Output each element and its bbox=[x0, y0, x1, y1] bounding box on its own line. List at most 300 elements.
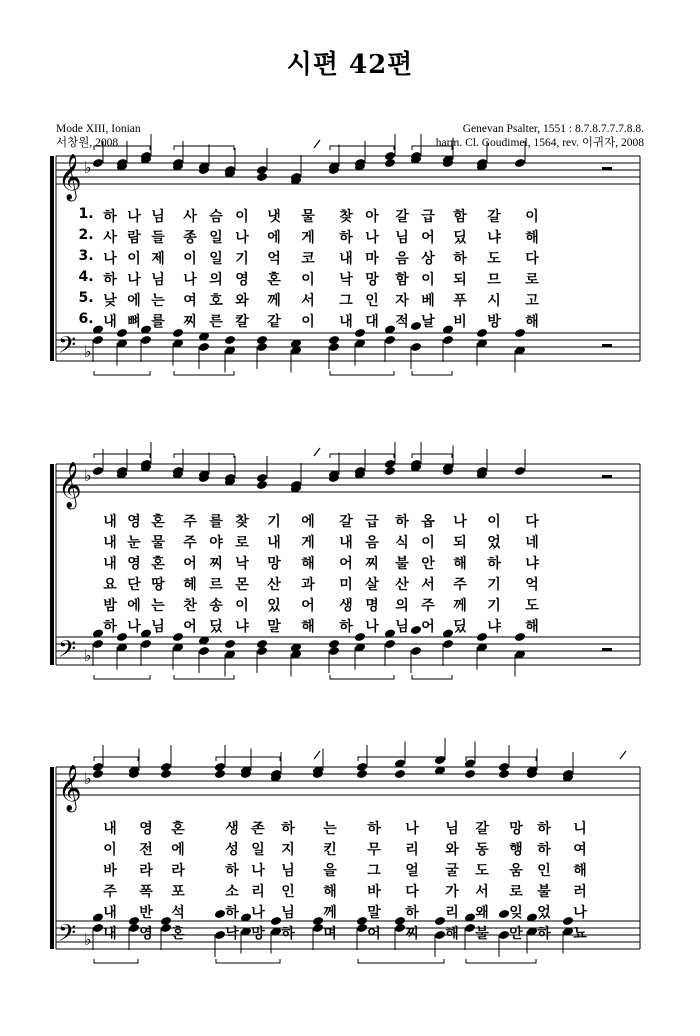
lyric-syllable: 님 bbox=[395, 230, 409, 246]
lyric-syllable: 는 bbox=[151, 293, 165, 309]
lyric-syllable: 다 bbox=[525, 251, 539, 267]
lyric-syllable: 해 bbox=[445, 926, 459, 942]
system-1-ligature bbox=[330, 371, 394, 375]
lyric-syllable: 같 bbox=[267, 314, 281, 330]
lyric-syllable: 게 bbox=[301, 230, 315, 246]
lyric-syllable: 내 bbox=[103, 821, 117, 837]
lyric-syllable: 존 bbox=[251, 821, 265, 837]
lyric-syllable: 밤 bbox=[103, 598, 117, 614]
lyric-syllable: 요 bbox=[103, 577, 117, 593]
lyric-syllable: 내 bbox=[103, 926, 117, 942]
lyric-syllable: 이 bbox=[103, 842, 117, 858]
lyric-syllable: 아 bbox=[365, 209, 379, 225]
lyric-syllable: 잊 bbox=[509, 905, 523, 921]
lyric-syllable: 자 bbox=[395, 293, 409, 309]
lyric-syllable: 호 bbox=[209, 293, 223, 309]
lyric-syllable: 하 bbox=[395, 514, 409, 530]
lyric-syllable: 에 bbox=[127, 293, 141, 309]
lyric-syllable: 이 bbox=[421, 535, 435, 551]
lyric-syllable: 내 bbox=[267, 535, 281, 551]
lyric-syllable: 와 bbox=[445, 842, 459, 858]
verse-line bbox=[0, 902, 700, 923]
lyric-syllable: 야 bbox=[209, 535, 223, 551]
lyric-syllable: 음 bbox=[395, 251, 409, 267]
lyric-syllable: 나 bbox=[573, 905, 587, 921]
lyric-syllable: 슴 bbox=[209, 209, 223, 225]
lyric-syllable: 생 bbox=[339, 598, 353, 614]
lyric-syllable: 혼 bbox=[267, 272, 281, 288]
lyric-syllable: 일 bbox=[209, 230, 223, 246]
lyric-syllable: 기 bbox=[267, 514, 281, 530]
verse-number: 2. bbox=[78, 227, 94, 243]
lyric-syllable: 어 bbox=[367, 926, 381, 942]
lyric-syllable: 그 bbox=[367, 863, 381, 879]
lyric-syllable: 급 bbox=[365, 514, 379, 530]
lyric-syllable: 있 bbox=[267, 598, 281, 614]
lyric-syllable: 소 bbox=[225, 884, 239, 900]
lyric-syllable: 되 bbox=[453, 535, 467, 551]
lyric-syllable: 동 bbox=[475, 842, 489, 858]
lyric-syllable: 하 bbox=[487, 556, 501, 572]
system-1-treble-clef-icon: 𝄞 bbox=[58, 154, 82, 200]
lyric-syllable: 방 bbox=[487, 314, 501, 330]
verse-line bbox=[0, 574, 700, 595]
lyric-syllable: 어 bbox=[183, 556, 197, 572]
lyric-syllable: 어 bbox=[421, 230, 435, 246]
verse-number: 4. bbox=[78, 269, 94, 285]
lyric-syllable: 여 bbox=[573, 842, 587, 858]
system-3-breath-mark-icon bbox=[620, 751, 626, 759]
lyric-syllable: 여 bbox=[183, 293, 197, 309]
system-2-treble-note bbox=[256, 473, 268, 483]
verse-number: 5. bbox=[78, 290, 94, 306]
lyric-syllable: 인 bbox=[365, 293, 379, 309]
system-2-ligature bbox=[330, 675, 394, 679]
lyric-syllable: 말 bbox=[367, 905, 381, 921]
lyric-syllable: 내 bbox=[103, 514, 117, 530]
lyric-syllable: 내 bbox=[103, 556, 117, 572]
lyric-syllable: 갈 bbox=[339, 514, 353, 530]
system-1-bass-note bbox=[410, 342, 422, 352]
lyric-syllable: 냐 bbox=[525, 556, 539, 572]
lyric-syllable: 바 bbox=[103, 863, 117, 879]
lyric-syllable: 에 bbox=[127, 598, 141, 614]
system-1-flat-icon: ♭ bbox=[84, 342, 92, 361]
lyric-syllable: 다 bbox=[525, 514, 539, 530]
system-1-bass-note bbox=[256, 335, 268, 345]
lyric-syllable: 찾 bbox=[339, 209, 353, 225]
system-2-treble-clef-icon: 𝄞 bbox=[58, 462, 82, 508]
lyric-syllable: 나 bbox=[235, 230, 249, 246]
lyric-syllable: 찌 bbox=[209, 556, 223, 572]
verse-line bbox=[0, 839, 700, 860]
lyric-syllable: 하 bbox=[281, 821, 295, 837]
system-2-treble-note bbox=[384, 459, 396, 469]
lyric-syllable: 리 bbox=[445, 905, 459, 921]
lyric-syllable: 시 bbox=[487, 293, 501, 309]
lyric-syllable: 이 bbox=[235, 209, 249, 225]
lyric-syllable: 영 bbox=[235, 272, 249, 288]
system-3-treble-note bbox=[394, 769, 406, 779]
system-3-treble-note bbox=[464, 769, 476, 779]
lyric-syllable: 서 bbox=[421, 577, 435, 593]
lyric-syllable: 폭 bbox=[139, 884, 153, 900]
lyric-syllable: 낙 bbox=[235, 556, 249, 572]
lyric-syllable: 찌 bbox=[365, 556, 379, 572]
verse-line bbox=[0, 595, 700, 616]
lyric-syllable: 망 bbox=[509, 821, 523, 837]
lyric-syllable: 하 bbox=[225, 863, 239, 879]
lyric-syllable: 러 bbox=[573, 884, 587, 900]
lyric-syllable: 기 bbox=[487, 577, 501, 593]
lyric-syllable: 비 bbox=[453, 314, 467, 330]
verse-number: 3. bbox=[78, 248, 94, 264]
verse-line bbox=[0, 881, 700, 902]
lyric-syllable: 께 bbox=[453, 598, 467, 614]
system-3-bass-clef-icon: 𝄢 bbox=[58, 919, 77, 952]
lyric-syllable: 이 bbox=[235, 598, 249, 614]
lyric-syllable: 주 bbox=[183, 535, 197, 551]
lyric-syllable: 로 bbox=[235, 535, 249, 551]
source-label: Genevan Psalter, 1551 : 8.7.8.7.7.7.8.8. bbox=[462, 123, 644, 135]
lyric-syllable: 르 bbox=[209, 577, 223, 593]
lyric-syllable: 어 bbox=[301, 598, 315, 614]
lyric-syllable: 냐 bbox=[487, 619, 501, 635]
lyric-syllable: 왜 bbox=[475, 905, 489, 921]
lyric-syllable: 산 bbox=[267, 577, 281, 593]
verse-line bbox=[0, 532, 700, 553]
system-1-breath-mark-icon bbox=[314, 140, 320, 148]
lyric-syllable: 대 bbox=[365, 314, 379, 330]
lyric-syllable: 하 bbox=[453, 251, 467, 267]
lyric-syllable: 내 bbox=[103, 314, 117, 330]
lyric-syllable: 딨 bbox=[453, 230, 467, 246]
system-1-treble-note bbox=[384, 151, 396, 161]
lyric-syllable: 리 bbox=[405, 842, 419, 858]
lyric-syllable: 영 bbox=[139, 926, 153, 942]
lyric-syllable: 하 bbox=[367, 821, 381, 837]
lyric-syllable: 를 bbox=[151, 314, 165, 330]
lyric-syllable: 영 bbox=[127, 514, 141, 530]
verse-number: 1. bbox=[78, 206, 94, 222]
lyric-syllable: 송 bbox=[209, 598, 223, 614]
lyric-syllable: 하 bbox=[103, 272, 117, 288]
lyric-syllable: 이 bbox=[421, 272, 435, 288]
system-1-ligature bbox=[330, 146, 394, 150]
system-3-ligature bbox=[466, 757, 536, 761]
lyric-syllable: 헤 bbox=[183, 577, 197, 593]
lyric-syllable: 딨 bbox=[209, 619, 223, 635]
lyric-syllable: 푸 bbox=[453, 293, 467, 309]
lyric-syllable: 킨 bbox=[323, 842, 337, 858]
lyric-syllable: 음 bbox=[365, 535, 379, 551]
verse-line bbox=[0, 290, 700, 311]
system-3-ligature bbox=[94, 959, 138, 963]
lyric-syllable: 망 bbox=[267, 556, 281, 572]
lyric-syllable: 낮 bbox=[103, 293, 117, 309]
lyric-syllable: 물 bbox=[151, 535, 165, 551]
system-3-breath-mark-icon bbox=[314, 751, 320, 759]
system-3-ligature bbox=[216, 757, 280, 761]
lyric-syllable: 이 bbox=[487, 514, 501, 530]
lyric-syllable: 께 bbox=[323, 905, 337, 921]
system-3-ligature bbox=[358, 959, 444, 963]
system-1-bass-note bbox=[328, 335, 340, 345]
lyric-syllable: 가 bbox=[445, 884, 459, 900]
lyric-syllable: 해 bbox=[453, 556, 467, 572]
lyric-syllable: 하 bbox=[103, 209, 117, 225]
lyric-syllable: 함 bbox=[453, 209, 467, 225]
system-2-bass-note bbox=[328, 639, 340, 649]
lyric-syllable: 이 bbox=[525, 209, 539, 225]
lyric-syllable: 찬 bbox=[183, 598, 197, 614]
lyric-syllable: 나 bbox=[251, 905, 265, 921]
translator-label: 서창원, 2008 bbox=[56, 137, 119, 149]
lyric-syllable: 라 bbox=[139, 863, 153, 879]
lyric-syllable: 었 bbox=[537, 905, 551, 921]
lyric-syllable: 갈 bbox=[487, 209, 501, 225]
system-1-bass-note bbox=[198, 342, 210, 352]
lyric-syllable: 어 bbox=[421, 619, 435, 635]
lyric-syllable: 뼈 bbox=[127, 314, 141, 330]
lyric-syllable: 포 bbox=[171, 884, 185, 900]
lyric-syllable: 나 bbox=[127, 209, 141, 225]
lyric-syllable: 찾 bbox=[235, 514, 249, 530]
verse-line bbox=[0, 269, 700, 290]
system-3-flat-icon: ♭ bbox=[84, 769, 92, 788]
lyric-syllable: 성 bbox=[225, 842, 239, 858]
system-1-bass-clef-icon: 𝄢 bbox=[58, 331, 77, 364]
system-2-flat-icon: ♭ bbox=[84, 646, 92, 665]
system-2-rest-icon bbox=[602, 648, 612, 651]
lyric-syllable: 딨 bbox=[453, 619, 467, 635]
lyric-syllable: 움 bbox=[509, 863, 523, 879]
lyric-syllable: 종 bbox=[183, 230, 197, 246]
lyric-syllable: 반 bbox=[139, 905, 153, 921]
lyric-syllable: 사 bbox=[103, 230, 117, 246]
lyric-syllable: 며 bbox=[323, 926, 337, 942]
verse-line bbox=[0, 818, 700, 839]
system-2-treble-note bbox=[92, 466, 104, 476]
lyric-syllable: 내 bbox=[339, 535, 353, 551]
lyric-syllable: 행 bbox=[509, 842, 523, 858]
system-1-treble-note bbox=[514, 158, 526, 168]
lyric-syllable: 안 bbox=[421, 556, 435, 572]
system-2-bass-note bbox=[92, 639, 104, 649]
system-2-flat-icon: ♭ bbox=[84, 466, 92, 485]
system-2-treble-note bbox=[514, 466, 526, 476]
lyric-syllable: 나 bbox=[453, 514, 467, 530]
system-3-ligature bbox=[216, 959, 280, 963]
lyric-syllable: 하 bbox=[537, 842, 551, 858]
lyric-syllable: 도 bbox=[475, 863, 489, 879]
system-1-bass-note bbox=[140, 335, 152, 345]
system-2-bass-note bbox=[140, 639, 152, 649]
lyric-syllable: 불 bbox=[395, 556, 409, 572]
lyric-syllable: 굴 bbox=[445, 863, 459, 879]
lyric-syllable: 하 bbox=[537, 926, 551, 942]
lyric-syllable: 억 bbox=[267, 251, 281, 267]
lyric-syllable: 혼 bbox=[151, 556, 165, 572]
system-2-ligature bbox=[94, 675, 150, 679]
lyric-syllable: 무 bbox=[367, 842, 381, 858]
verse-line bbox=[0, 248, 700, 269]
lyric-syllable: 갈 bbox=[475, 821, 489, 837]
system-2-ligature bbox=[94, 454, 150, 458]
lyric-syllable: 어 bbox=[339, 556, 353, 572]
lyric-syllable: 그 bbox=[339, 293, 353, 309]
system-3-treble-clef-icon: 𝄞 bbox=[58, 765, 82, 811]
lyric-syllable: 어 bbox=[183, 619, 197, 635]
system-2-rest-icon bbox=[602, 475, 612, 478]
lyric-syllable: 해 bbox=[301, 619, 315, 635]
lyric-syllable: 몬 bbox=[235, 577, 249, 593]
page-title: 시편 42편 bbox=[286, 50, 414, 80]
lyric-syllable: 해 bbox=[525, 230, 539, 246]
system-2-bass-note bbox=[256, 639, 268, 649]
lyric-syllable: 코 bbox=[301, 251, 315, 267]
system-2-bass-note bbox=[384, 639, 396, 649]
system-1-treble-note bbox=[92, 158, 104, 168]
lyric-syllable: 인 bbox=[281, 884, 295, 900]
lyric-syllable: 와 bbox=[235, 293, 249, 309]
lyric-syllable: 님 bbox=[151, 272, 165, 288]
lyric-syllable: 바 bbox=[367, 884, 381, 900]
lyric-syllable: 내 bbox=[103, 905, 117, 921]
lyric-syllable: 도 bbox=[525, 598, 539, 614]
lyric-syllable: 지 bbox=[281, 842, 295, 858]
verse-line bbox=[0, 860, 700, 881]
lyric-syllable: 눈 bbox=[127, 535, 141, 551]
system-3-treble-note bbox=[92, 762, 104, 772]
lyric-syllable: 라 bbox=[171, 863, 185, 879]
lyric-syllable: 님 bbox=[151, 209, 165, 225]
lyric-syllable: 하 bbox=[281, 926, 295, 942]
lyric-syllable: 이 bbox=[301, 314, 315, 330]
lyric-syllable: 미 bbox=[339, 577, 353, 593]
lyric-syllable: 해 bbox=[525, 314, 539, 330]
verse-line bbox=[0, 923, 700, 944]
lyric-syllable: 나 bbox=[103, 251, 117, 267]
system-2-bass-note bbox=[442, 639, 454, 649]
lyric-syllable: 하 bbox=[225, 905, 239, 921]
system-2-bass-note bbox=[198, 646, 210, 656]
verse-number: 6. bbox=[78, 311, 94, 327]
lyric-syllable: 주 bbox=[453, 577, 467, 593]
lyric-syllable: 생 bbox=[225, 821, 239, 837]
system-3-flat-icon: ♭ bbox=[84, 930, 92, 949]
lyric-syllable: 식 bbox=[395, 535, 409, 551]
lyric-syllable: 을 bbox=[323, 863, 337, 879]
lyric-syllable: 함 bbox=[395, 272, 409, 288]
lyric-syllable: 일 bbox=[209, 251, 223, 267]
lyric-syllable: 혼 bbox=[171, 926, 185, 942]
system-3-treble-note bbox=[214, 762, 226, 772]
lyric-syllable: 망 bbox=[365, 272, 379, 288]
lyric-syllable: 나 bbox=[405, 821, 419, 837]
lyric-syllable: 들 bbox=[151, 230, 165, 246]
lyric-syllable: 억 bbox=[525, 577, 539, 593]
lyric-syllable: 내 bbox=[339, 314, 353, 330]
system-1-bass-note bbox=[224, 335, 236, 345]
system-2-bass-note bbox=[224, 639, 236, 649]
lyric-syllable: 영 bbox=[127, 556, 141, 572]
lyric-syllable: 로 bbox=[509, 884, 523, 900]
lyric-syllable: 칼 bbox=[235, 314, 249, 330]
lyric-syllable: 었 bbox=[487, 535, 501, 551]
lyric-syllable: 되 bbox=[453, 272, 467, 288]
lyric-syllable: 뇨 bbox=[573, 926, 587, 942]
lyric-syllable: 찌 bbox=[405, 926, 419, 942]
lyric-syllable: 나 bbox=[251, 863, 265, 879]
system-3-ligature bbox=[466, 959, 536, 963]
lyric-syllable: 이 bbox=[301, 272, 315, 288]
lyric-syllable: 님 bbox=[395, 619, 409, 635]
lyric-syllable: 기 bbox=[487, 598, 501, 614]
lyric-syllable: 인 bbox=[537, 863, 551, 879]
lyric-syllable: 로 bbox=[525, 272, 539, 288]
lyric-syllable: 살 bbox=[365, 577, 379, 593]
lyric-syllable: 급 bbox=[421, 209, 435, 225]
system-2-ligature bbox=[330, 454, 394, 458]
system-3-treble-note bbox=[356, 762, 368, 772]
lyric-syllable: 베 bbox=[421, 293, 435, 309]
lyric-syllable: 이 bbox=[127, 251, 141, 267]
verse-line bbox=[0, 616, 700, 637]
system-2-bass-clef-icon: 𝄢 bbox=[58, 635, 77, 668]
lyric-syllable: 단 bbox=[127, 577, 141, 593]
lyric-syllable: 리 bbox=[251, 884, 265, 900]
system-1-rest-icon bbox=[602, 344, 612, 347]
lyric-syllable: 옵 bbox=[421, 514, 435, 530]
lyric-syllable: 나 bbox=[183, 272, 197, 288]
lyric-syllable: 하 bbox=[339, 619, 353, 635]
system-2-ligature bbox=[412, 454, 452, 458]
system-1-bass-note bbox=[384, 335, 396, 345]
system-1-rest-icon bbox=[602, 167, 612, 170]
lyric-syllable: 해 bbox=[525, 619, 539, 635]
system-1-ligature bbox=[94, 371, 150, 375]
lyric-syllable: 기 bbox=[235, 251, 249, 267]
lyric-syllable: 해 bbox=[573, 863, 587, 879]
lyric-syllable: 람 bbox=[127, 230, 141, 246]
lyric-syllable: 주 bbox=[421, 598, 435, 614]
lyric-syllable: 내 bbox=[103, 535, 117, 551]
system-1-flat-icon: ♭ bbox=[84, 158, 92, 177]
lyric-syllable: 사 bbox=[183, 209, 197, 225]
lyric-syllable: 께 bbox=[267, 293, 281, 309]
lyric-syllable: 에 bbox=[171, 842, 185, 858]
system-1-ligature bbox=[94, 146, 150, 150]
lyric-syllable: 니 bbox=[573, 821, 587, 837]
lyric-syllable: 하 bbox=[339, 230, 353, 246]
lyric-syllable: 나 bbox=[127, 619, 141, 635]
system-1-ligature bbox=[412, 371, 452, 375]
lyric-syllable: 는 bbox=[323, 821, 337, 837]
lyric-syllable: 찌 bbox=[183, 314, 197, 330]
system-3-treble-note bbox=[160, 762, 172, 772]
lyric-syllable: 날 bbox=[421, 314, 435, 330]
lyric-syllable: 하 bbox=[405, 905, 419, 921]
lyric-syllable: 전 bbox=[139, 842, 153, 858]
system-1-bass-note bbox=[442, 335, 454, 345]
lyric-syllable: 망 bbox=[251, 926, 265, 942]
lyric-syllable: 갈 bbox=[395, 209, 409, 225]
lyric-syllable: 님 bbox=[281, 905, 295, 921]
lyric-syllable: 를 bbox=[209, 514, 223, 530]
lyric-syllable: 땅 bbox=[151, 577, 165, 593]
lyric-syllable: 하 bbox=[103, 619, 117, 635]
